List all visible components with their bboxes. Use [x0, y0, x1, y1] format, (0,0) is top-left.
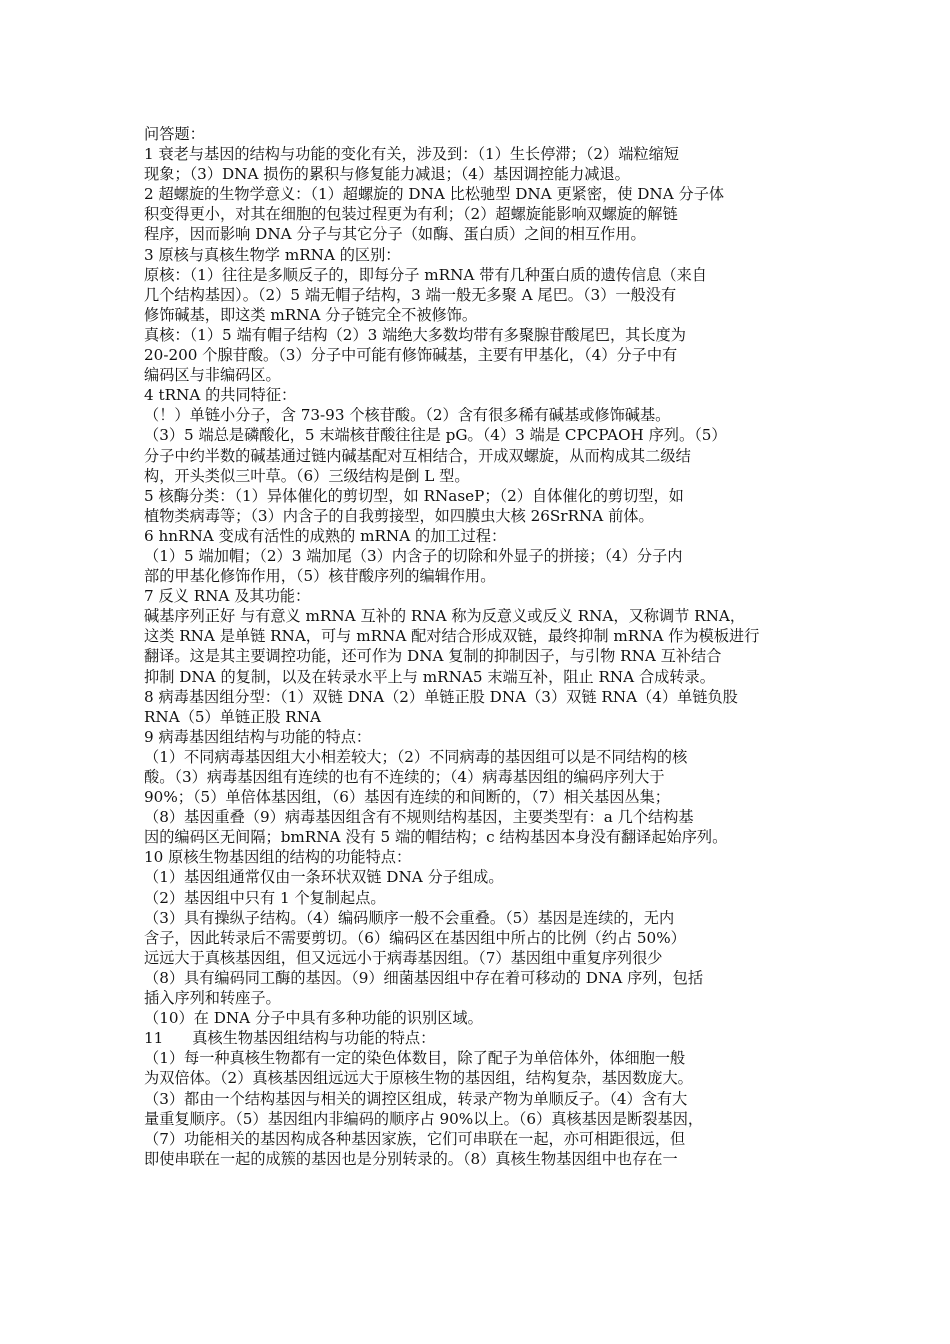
- text-line: 几个结构基因）。（2）5 端无帽子结构，3 端一般无多聚 A 尾巴。（3）一般没有: [144, 285, 677, 304]
- document-body: [144, 124, 812, 1169]
- text-line: （10）在 DNA 分子中具有多种功能的识别区域。: [144, 1009, 483, 1028]
- text-line: 分子中约半数的碱基通过链内碱基配对互相结合，开成双螺旋，从而构成其二级结: [144, 446, 691, 465]
- text-line: 现象；（3）DNA 损伤的累积与修复能力减退；（4）基因调控能力减退。: [144, 165, 630, 184]
- text-line: 植物类病毒等；（3）内含子的自我剪接型，如四膜虫大核 26SrRNA 前体。: [144, 506, 654, 525]
- text-line: （！）单链小分子，含 73-93 个核苷酸。（2）含有很多稀有碱基或修饰碱基。: [144, 406, 671, 425]
- text-line: 6 hnRNA 变成有活性的成熟的 mRNA 的加工过程：: [144, 526, 507, 545]
- text-line: 部的甲基化修饰作用，（5）核苷酸序列的编辑作用。: [144, 567, 496, 586]
- text-line: 构，开头类似三叶草。（6）三级结构是倒 L 型。: [144, 466, 470, 485]
- text-line: 程序，因而影响 DNA 分子与其它分子（如酶、蛋白质）之间的相互作用。: [144, 225, 646, 244]
- text-line: 修饰碱基，即这类 mRNA 分子链完全不被修饰。: [144, 305, 478, 324]
- text-line: （1）不同病毒基因组大小相差较大；（2）不同病毒的基因组可以是不同结构的核: [144, 747, 688, 766]
- text-line: 90%；（5）单倍体基因组，（6）基因有连续的和间断的，（7）相关基因丛集；: [144, 788, 670, 807]
- text-line: 抑制 DNA 的复制，以及在转录水平上与 mRNA5 末端互补，阻止 RNA 合成转录。: [144, 667, 715, 686]
- text-line: （8）具有编码同工酶的基因。（9）细菌基因组中存在着可移动的 DNA 序列，包括: [144, 968, 704, 987]
- text-line: 远远大于真核基因组，但又远远小于病毒基因组。（7）基因组中重复序列很少: [144, 948, 663, 967]
- text-line: 4 tRNA 的共同特征：: [144, 386, 297, 405]
- text-line: 翻译。这是其主要调控功能，还可作为 DNA 复制的抑制因子，与引物 RNA 互补结合: [144, 647, 722, 666]
- text-line: 20-200 个腺苷酸。（3）分子中可能有修饰碱基，主要有甲基化，（4）分子中有: [144, 346, 678, 365]
- text-line: 11 真核生物基因组结构与功能的特点：: [144, 1029, 436, 1048]
- text-line: （1）每一种真核生物都有一定的染色体数目，除了配子为单倍体外，体细胞一般: [144, 1049, 686, 1068]
- text-line: 积变得更小，对其在细胞的包装过程更为有利；（2）超螺旋能影响双螺旋的解链: [144, 205, 678, 224]
- text-line: 原核：（1）往往是多顺反子的，即每分子 mRNA 带有几种蛋白质的遗传信息（来自: [144, 265, 707, 284]
- text-line: （3）都由一个结构基因与相关的调控区组成，转录产物为单顺反子。（4）含有大: [144, 1089, 688, 1108]
- text-line: 编码区与非编码区。: [144, 366, 281, 385]
- text-line: 5 核酶分类：（1）异体催化的剪切型，如 RNaseP；（2）自体催化的剪切型，如: [144, 486, 684, 505]
- text-line: 为双倍体。（2）真核基因组远远大于原核生物的基因组，结构复杂，基因数庞大。: [144, 1069, 693, 1088]
- text-line: 酸。（3）病毒基因组有连续的也有不连续的；（4）病毒基因组的编码序列大于: [144, 768, 665, 786]
- text-line: （8）基因重叠（9）病毒基因组含有不规则结构基因，主要类型有：a 几个结构基: [144, 808, 694, 827]
- text-line: 真核：（1）5 端有帽子结构（2）3 端绝大多数均带有多聚腺苷酸尾巴，其长度为: [144, 325, 686, 344]
- text-line: 量重复顺序。（5）基因组内非编码的顺序占 90%以上。（6）真核基因是断裂基因，: [144, 1109, 704, 1128]
- text-line: （1）基因组通常仅由一条环状双链 DNA 分子组成。: [144, 868, 504, 887]
- text-line: （2）基因组中只有 1 个复制起点。: [144, 888, 386, 907]
- text-line: （3）5 端总是磷酸化，5 末端核苷酸往往是 pG。（4）3 端是 CPCPAOH 序列。（5）: [144, 426, 727, 445]
- text-line: 10 原核生物基因组的结构的功能特点：: [144, 848, 412, 867]
- text-line: 碱基序列正好 与有意义 mRNA 互补的 RNA 称为反意义或反义 RNA，又称调节 RNA，: [144, 607, 746, 626]
- text-line: （3）具有操纵子结构。（4）编码顺序一般不会重叠。（5）基因是连续的，无内: [144, 908, 675, 927]
- text-line: （7）功能相关的基因构成各种基因家族，它们可串联在一起，亦可相距很远，但: [144, 1129, 686, 1148]
- text-line: 插入序列和转座子。: [144, 989, 281, 1008]
- text-line: （1）5 端加帽；（2）3 端加尾（3）内含子的切除和外显子的拼接；（4）分子内: [144, 546, 683, 565]
- text-line: 8 病毒基因组分型：（1）双链 DNA（2）单链正股 DNA（3）双链 RNA（4）单链负股: [144, 687, 738, 706]
- text-line: 3 原核与真核生物学 mRNA 的区别：: [144, 245, 401, 264]
- text-line: 7 反义 RNA 及其功能：: [144, 587, 311, 606]
- text-line: 因的编码区无间隔；bmRNA 没有 5 端的帽结构；c 结构基因本身没有翻译起始序列。: [144, 828, 728, 847]
- text-line: 问答题：: [144, 125, 205, 143]
- text-line: 9 病毒基因组结构与功能的特点：: [144, 727, 372, 746]
- text-line: RNA（5）单链正股 RNA: [144, 707, 321, 726]
- text-line: 即使串联在一起的成簇的基因也是分别转录的。（8）真核生物基因组中也存在一: [144, 1149, 678, 1168]
- text-line: 1 衰老与基因的结构与功能的变化有关，涉及到：（1）生长停滞；（2）端粒缩短: [144, 145, 679, 164]
- text-line: 2 超螺旋的生物学意义：（1）超螺旋的 DNA 比松驰型 DNA 更紧密，使 DNA 分子体: [144, 185, 725, 204]
- text-line: 含子，因此转录后不需要剪切。（6）编码区在基因组中所占的比例（约占 50%）: [144, 928, 686, 947]
- text-line: 这类 RNA 是单链 RNA，可与 mRNA 配对结合形成双链，最终抑制 mRNA 作为模板进行: [144, 627, 760, 646]
